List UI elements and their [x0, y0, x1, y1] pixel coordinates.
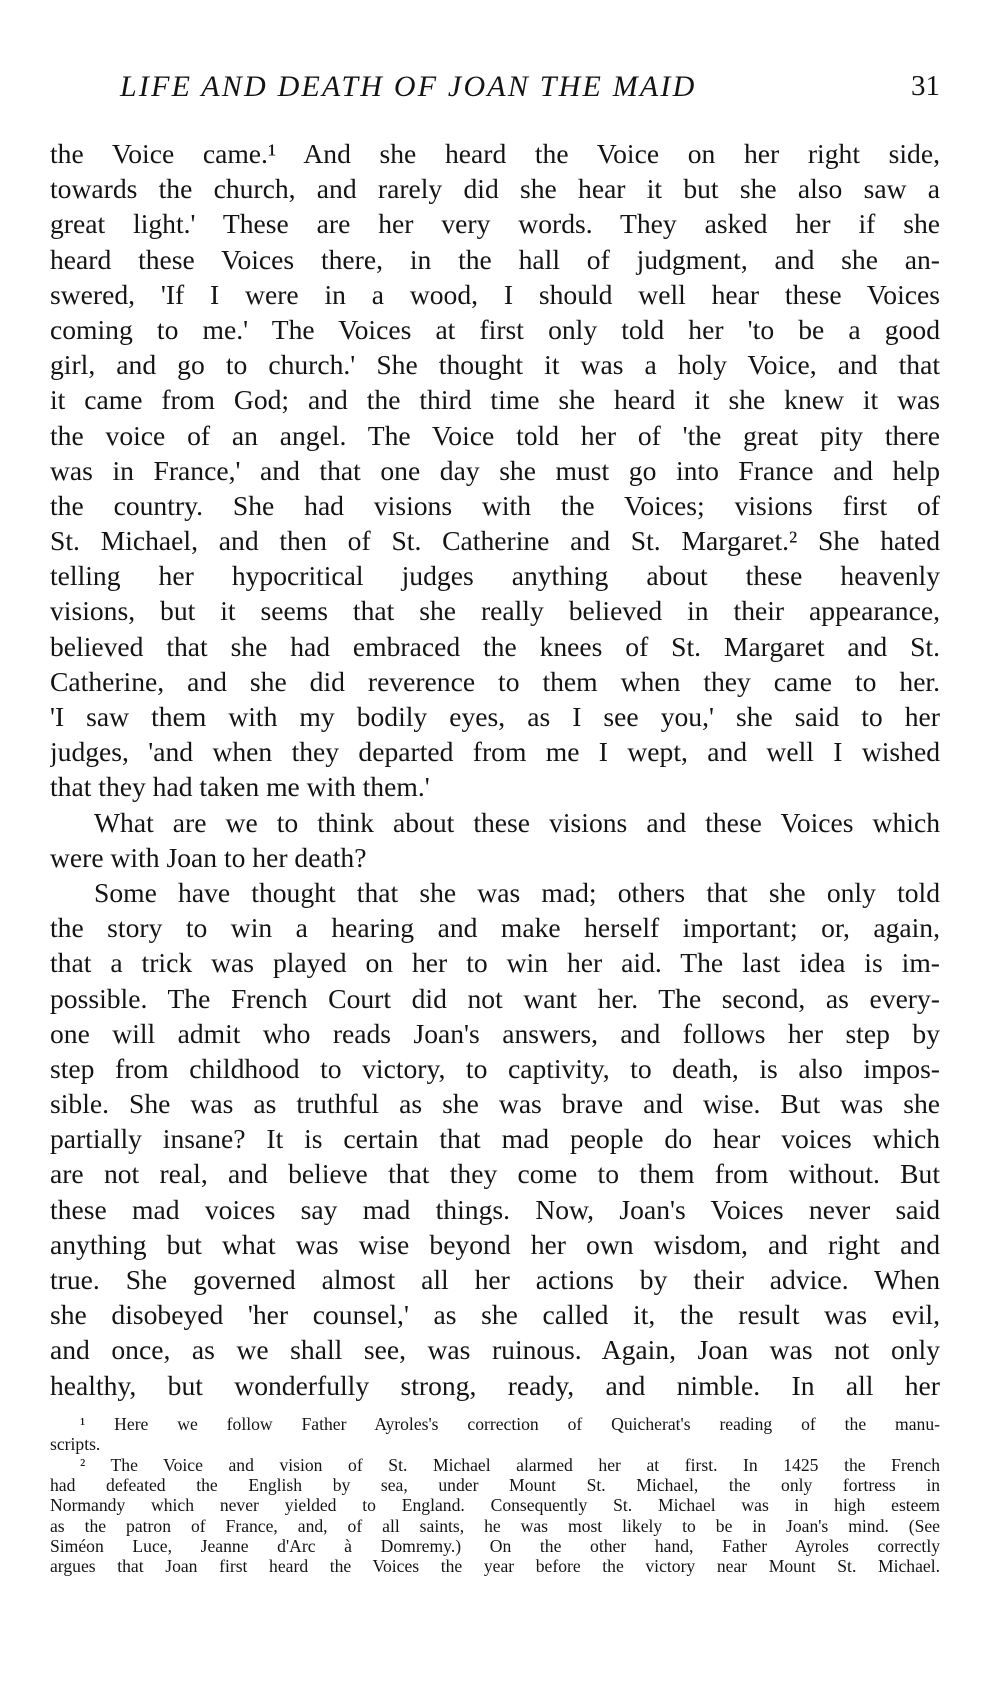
- text-line: sible. She was as truthful as she was brave and wise. But was she: [50, 1088, 940, 1120]
- text-line: that they had taken me with them.': [50, 771, 430, 803]
- text-line: great light.' These are her very words. They asked her if she: [50, 208, 940, 240]
- text-line: girl, and go to church.' She thought it was a holy Voice, and that: [50, 349, 940, 381]
- text-line: are not real, and believe that they come to them from without. But: [50, 1158, 940, 1190]
- text-line: the Voice came.¹ And she heard the Voice on her right side,: [50, 138, 940, 169]
- text-line: was in France,' and that one day she must go into France and help: [50, 454, 940, 486]
- running-head: [50, 70, 940, 110]
- text-line: heard these Voices there, in the hall of judgment, and she an-: [50, 243, 940, 275]
- footnote-line: ¹ Here we follow Father Ayroles's correction of Quicherat's reading of the manu-: [80, 1413, 940, 1434]
- text-line: swered, 'If I were in a wood, I should well hear these Voices: [50, 278, 940, 310]
- text-line: these mad voices say mad things. Now, Joan's Voices never said: [50, 1193, 940, 1225]
- body-text: [50, 136, 940, 1403]
- text-line: true. She governed almost all her actions by their advice. When: [50, 1264, 940, 1295]
- text-line: towards the church, and rarely did she hear it but she also saw a: [50, 173, 940, 205]
- text-line: anything but what was wise beyond her own wisdom, and right and: [50, 1228, 940, 1260]
- text-line: the voice of an angel. The Voice told her of 'the great pity there: [50, 419, 940, 451]
- footnote-line: argues that Joan first heard the Voices the year before the victory near Mount St. Michael.: [50, 1556, 940, 1577]
- text-line: step from childhood to victory, to captivity, to death, is also impos-: [50, 1052, 940, 1084]
- text-line: and once, as we shall see, was ruinous. Again, Joan was not only: [50, 1334, 940, 1366]
- text-line: coming to me.' The Voices at first only told her 'to be a good: [50, 313, 940, 345]
- text-line: possible. The French Court did not want her. The second, as every-: [50, 982, 940, 1014]
- text-line: believed that she had embraced the knees of St. Margaret and St.: [50, 630, 940, 662]
- text-line: one will admit who reads Joan's answers, and follows her step by: [50, 1017, 940, 1049]
- text-line: were with Joan to her death?: [50, 841, 367, 873]
- text-line: telling her hypocritical judges anything about these heavenly: [50, 560, 940, 592]
- text-line: St. Michael, and then of St. Catherine and St. Margaret.² She hated: [50, 525, 940, 557]
- text-line: What are we to think about these visions and these Voices which: [94, 806, 940, 838]
- text-line: Some have thought that she was mad; others that she only told: [94, 876, 940, 908]
- footnote-line: had defeated the English by sea, under Mount St. Michael, the only fortress in: [50, 1474, 940, 1495]
- text-line: Catherine, and she did reverence to them when they came to her.: [50, 665, 940, 697]
- text-line: partially insane? It is certain that mad people do hear voices which: [50, 1123, 940, 1155]
- footnote-line: Siméon Luce, Jeanne d'Arc à Domremy.) On the other hand, Father Ayroles correctly: [50, 1536, 940, 1557]
- book-page: [50, 70, 940, 1577]
- running-title: LIFE AND DEATH OF JOAN THE MAID: [120, 70, 697, 103]
- text-line: healthy, but wonderfully strong, ready, and nimble. In all her: [50, 1369, 940, 1401]
- text-line: the country. She had visions with the Voices; visions first of: [50, 489, 940, 521]
- footnote-line: as the patron of France, and, of all saints, he was most likely to be in Joan's mind. (See: [50, 1515, 940, 1536]
- text-line: that a trick was played on her to win her aid. The last idea is im-: [50, 947, 940, 979]
- text-line: the story to win a hearing and make herself important; or, again,: [50, 912, 940, 944]
- text-line: it came from God; and the third time she heard it she knew it was: [50, 384, 940, 416]
- text-line: judges, 'and when they departed from me I wept, and well I wished: [50, 736, 940, 768]
- text-line: 'I saw them with my bodily eyes, as I see you,' she said to her: [50, 701, 940, 732]
- page-number: 31: [911, 70, 940, 102]
- footnote-line: scripts.: [50, 1434, 101, 1455]
- footnotes: [50, 1414, 940, 1577]
- footnote-line: ² The Voice and vision of St. Michael alarmed her at first. In 1425 the French: [80, 1454, 940, 1475]
- footnote-line: Normandy which never yielded to England. Consequently St. Michael was in high esteem: [50, 1495, 940, 1516]
- text-line: she disobeyed 'her counsel,' as she called it, the result was evil,: [50, 1299, 940, 1331]
- text-line: visions, but it seems that she really believed in their appearance,: [50, 595, 940, 627]
